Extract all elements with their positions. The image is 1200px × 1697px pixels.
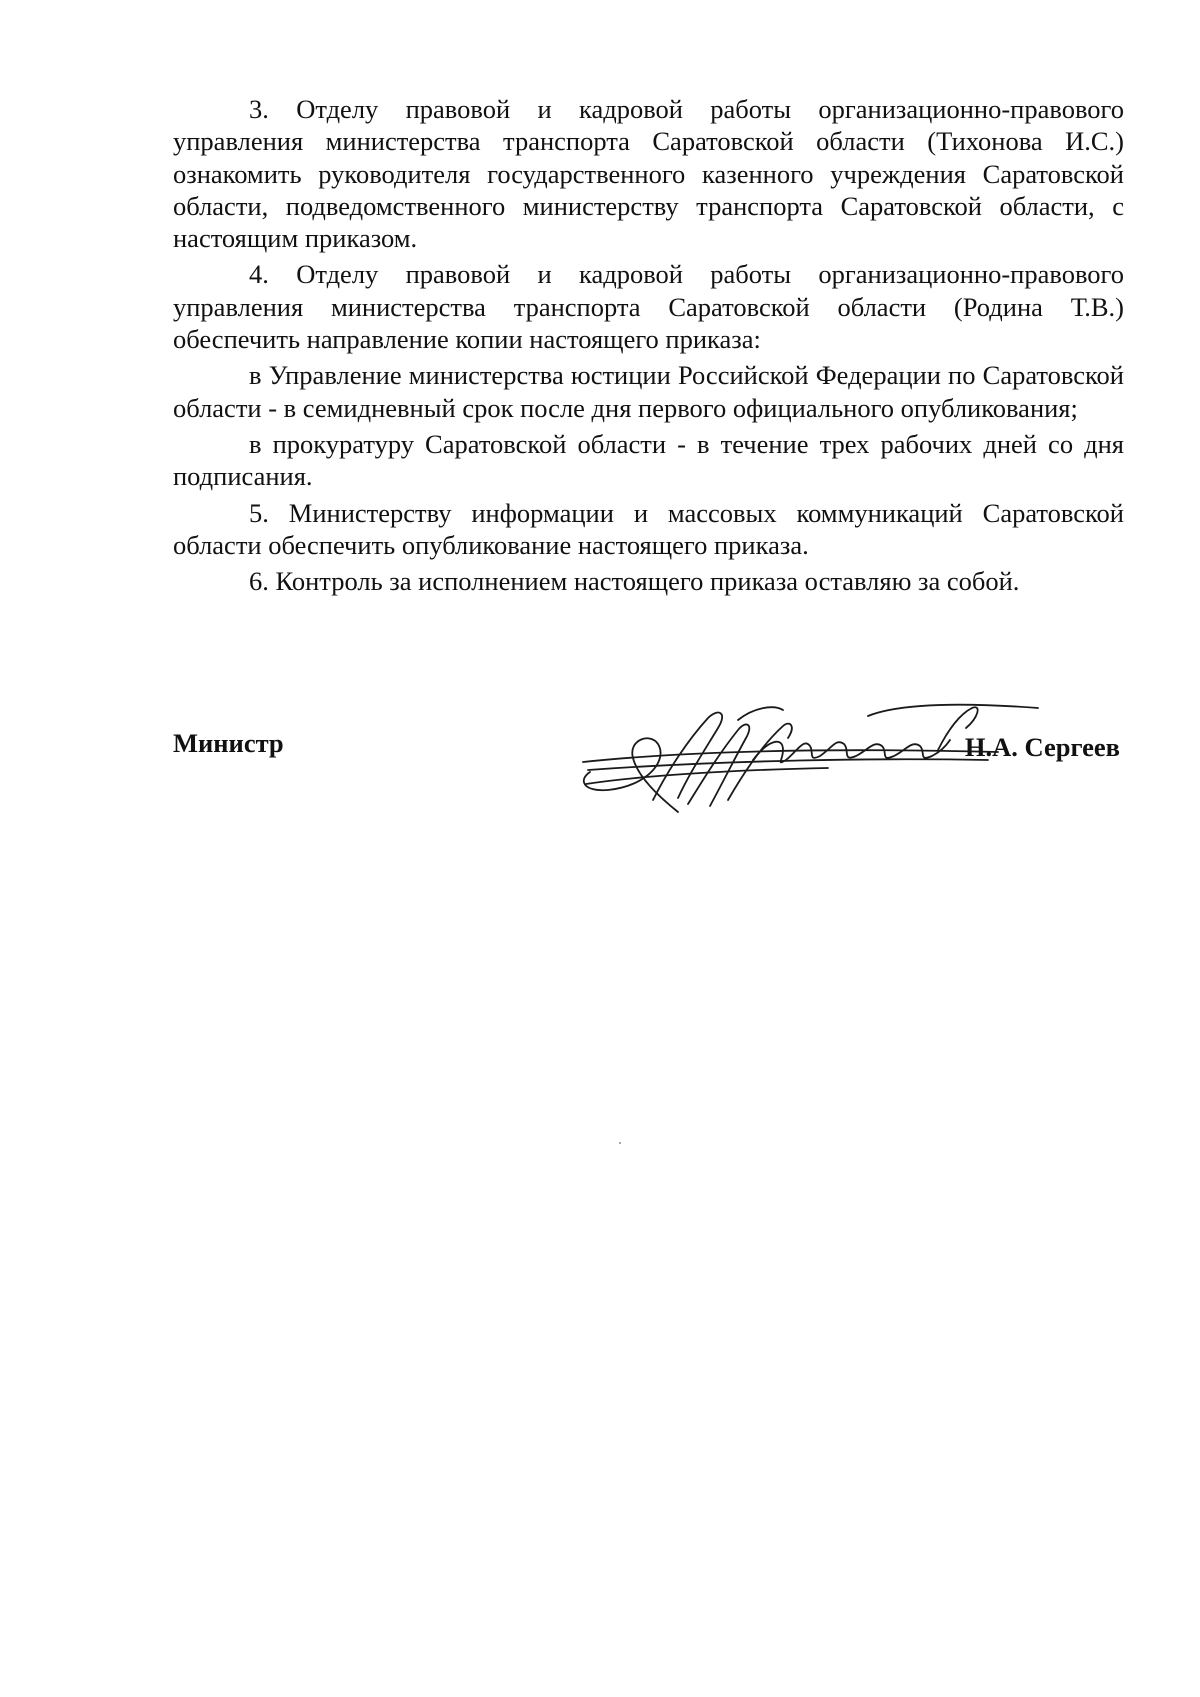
scan-speck [619,1142,621,1144]
signature-block [173,700,1124,830]
order-body [173,93,1124,601]
signer-position: Министр [173,728,284,758]
paragraph-item-4: 4. Отделу правовой и кадровой работы организационно-правового управления министерства транспорта Саратовской области (Родина Т.В.) обеспечить направление копии настоящего приказа: [173,259,1124,355]
paragraph-item-3: 3. Отделу правовой и кадровой работы организационно-правового управления министерства транспорта Саратовской области (Тихонова И.С.) ознакомить руководителя государственного казенного учреждения Саратовской области, подведомственного министерству транспорта Саратовской области, с настоящим приказом. [173,94,1124,254]
paragraph-item-4-prosecutor: в прокуратуру Саратовской области - в течение трех рабочих дней со дня подписания. [173,428,1124,492]
paragraph-item-4-justice: в Управление министерства юстиции Российской Федерации по Саратовской области - в семидневный срок после дня первого официального опубликования; [173,360,1124,423]
signer-name: Н.А. Сергеев [964,732,1120,762]
paragraph-item-5: 5. Министерству информации и массовых коммуникаций Саратовской области обеспечить опубликование настоящего приказа. [173,497,1124,560]
handwritten-signature [578,700,1048,830]
paragraph-item-6: 6. Контроль за исполнением настоящего приказа оставляю за собой. [249,566,1020,597]
